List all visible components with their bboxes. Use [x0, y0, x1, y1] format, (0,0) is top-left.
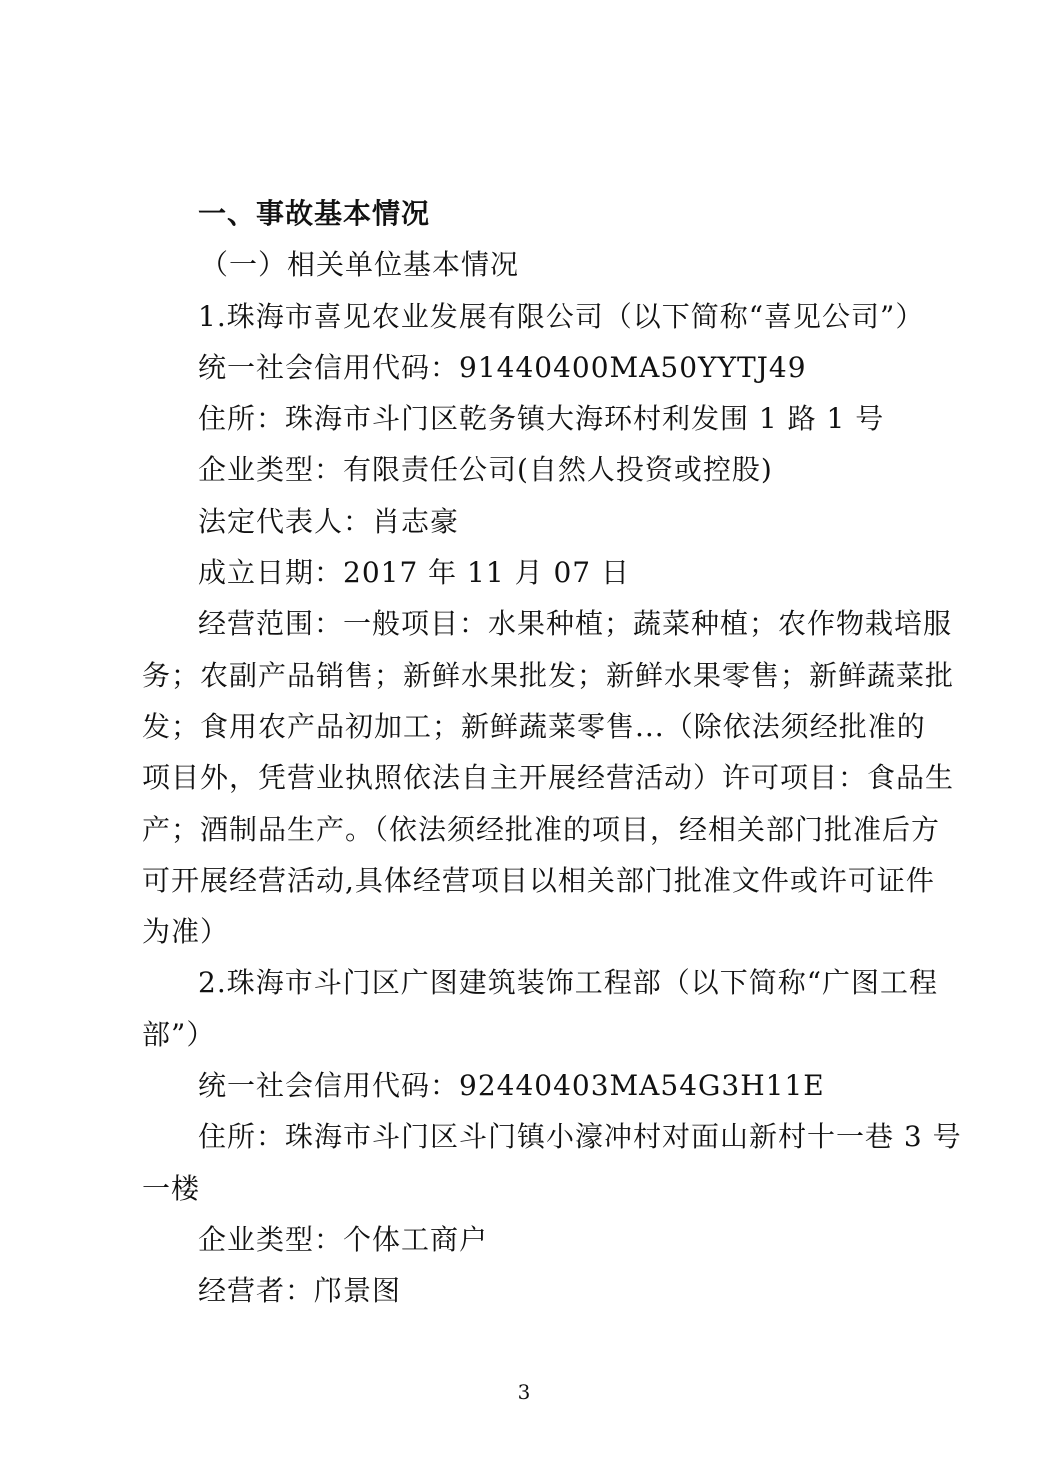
company1-scope-line: 可开展经营活动,具体经营项目以相关部门批准文件或许可证件 [142, 863, 935, 897]
company2-address-line: 住所：珠海市斗门区斗门镇小濠冲村对面山新村十一巷 3 号 [198, 1120, 962, 1154]
company1-scope-line: 产；酒制品生产。（依法须经批准的项目，经相关部门批准后方 [142, 812, 941, 846]
company1-scope-line: 发；食用农产品初加工；新鲜蔬菜零售...（除依法须经批准的 [142, 709, 926, 743]
company1-address: 住所：珠海市斗门区乾务镇大海环村利发围 1 路 1 号 [198, 402, 885, 436]
company1-scope-line: 经营范围：一般项目：水果种植；蔬菜种植；农作物栽培服 [198, 607, 953, 641]
company1-scope-line: 务；农副产品销售；新鲜水果批发；新鲜水果零售；新鲜蔬菜批 [142, 658, 955, 692]
company2-operator: 经营者：邝景图 [198, 1274, 402, 1308]
company2-title-line: 部”） [142, 1017, 216, 1051]
company1-established: 成立日期：2017 年 11 月 07 日 [198, 556, 631, 590]
document-body [142, 188, 962, 1317]
section-heading: 一、事故基本情况 [198, 197, 431, 230]
company1-scope-line: 项目外，凭营业执照依法自主开展经营活动）许可项目：食品生 [142, 761, 955, 795]
subsection-heading: （一）相关单位基本情况 [200, 248, 520, 282]
company1-title: 1.珠海市喜见农业发展有限公司（以下简称“喜见公司”） [198, 299, 925, 333]
company2-credit-code: 统一社会信用代码：92440403MA54G3H11E [198, 1069, 825, 1103]
company2-address-line: 一楼 [142, 1171, 201, 1205]
company1-scope-line: 为准） [142, 915, 230, 949]
company2-title-line: 2.珠海市斗门区广图建筑装饰工程部（以下简称“广图工程 [198, 966, 939, 1000]
company1-credit-code: 统一社会信用代码：91440400MA50YYTJ49 [198, 350, 807, 384]
page-number: 3 [517, 1380, 531, 1404]
company2-type: 企业类型：个体工商户 [198, 1222, 489, 1256]
company1-legal-rep: 法定代表人：肖志豪 [198, 504, 460, 538]
company1-type: 企业类型：有限责任公司(自然人投资或控股) [198, 453, 773, 487]
